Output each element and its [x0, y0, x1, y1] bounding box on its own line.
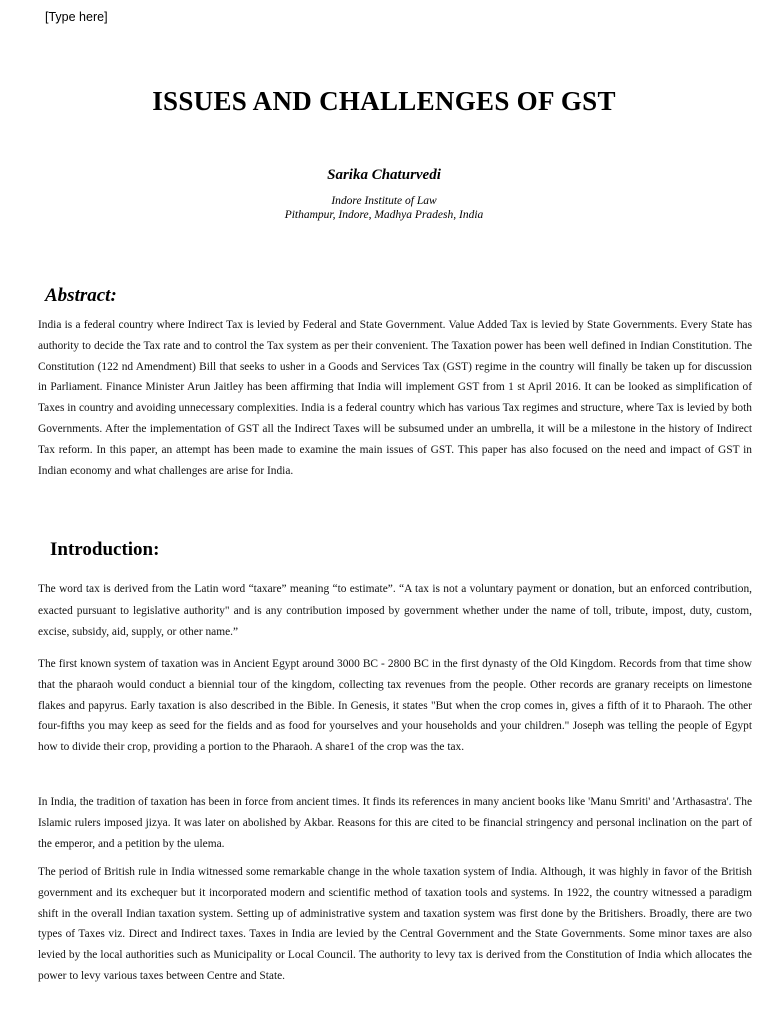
introduction-paragraph-1: The word tax is derived from the Latin word “taxare” meaning “to estimate”. “A tax is not a voluntary payment or donation, but an enforced contribution, exacted pursuant to legislative authority" and is any contribution imposed by government whether under the name of toll, tribute, impost, duty, custom, excise, subsidy, aid, supply, or other name.” [38, 583, 752, 638]
introduction-paragraph-4: The period of British rule in India witnessed some remarkable change in the whole taxation system of India. Although, it was highly in favor of the British government and its exchequer but it incorporated modern and scientific method of taxation tools and systems. In 1922, the country witnessed a paradigm shift in the overall Indian taxation system. Setting up of administrative system and taxation system was first done by the Britishers. Broadly, there are two types of Taxes viz. Direct and Indirect taxes. Taxes in India are levied by the Central Government and the State Governments. Some minor taxes are also levied by the local authorities such as Municipality or Local Council. The authority to levy tax is derived from the Constitution of India which allocates the power to levy various taxes between Centre and State. [38, 866, 752, 982]
header-placeholder: [Type here] [45, 10, 108, 24]
abstract-text: India is a federal country where Indirect Tax is levied by Federal and State Government. Value Added Tax is levied by State Governments. Every State has authority to decide the Tax rate and to control the Tax system as per their convenient. The Taxation power has been well defined in Indian Constitution. The Constitution (122 nd Amendment) Bill that seeks to usher in a Goods and Services Tax (GST) regime in the country will finally be taken up for discussion in Parliament. Finance Minister Arun Jaitley has been affirming that India will implement GST from 1 st April 2016. It can be looked as simplification of Taxes in country and avoiding unnecessary complexities. India is a federal country which has various Tax regimes and structure, where Tax is levied by both Governments. After the implementation of GST all the Indirect Taxes will be subsumed under an umbrella, it will be a milestone in the history of Indirect Tax reform. In this paper, an attempt has been made to examine the main issues of GST. This paper has also focused on the need and impact of GST in Indian economy and what challenges are arise for India. [38, 319, 752, 477]
affiliation-location: Pithampur, Indore, Madhya Pradesh, India [284, 209, 484, 221]
author-name: Sarika Chaturvedi [327, 167, 441, 183]
abstract-heading: Abstract: [45, 285, 117, 306]
introduction-paragraph-3: In India, the tradition of taxation has been in force from ancient times. It finds its references in many ancient books like 'Manu Smriti' and 'Arthasastra'. The Islamic rulers imposed jizya. It was later on abolished by Akbar. Reasons for this are cited to be financial stringency and personal inclination on the part of the emperor, and a petition by the ulema. [38, 796, 752, 850]
introduction-paragraph-2: The first known system of taxation was in Ancient Egypt around 3000 BC - 2800 BC in the first dynasty of the Old Kingdom. Records from that time show that the pharaoh would conduct a biennial tour of the kingdom, collecting tax revenues from the people. Other records are granary receipts on limestone flakes and papyrus. Early taxation is also described in the Bible. In Genesis, it states "But when the crop comes in, gives a fifth of it to Pharaoh. The other four-fifths you may keep as seed for the fields and as food for yourselves and your households and your children." Joseph was telling the people of Egypt how to divide their crop, providing a portion to the Pharaoh. A share1 of the crop was the tax. [38, 658, 752, 754]
paper-title: ISSUES AND CHALLENGES OF GST [152, 86, 616, 116]
affiliation-institute: Indore Institute of Law [331, 195, 437, 207]
introduction-heading: Introduction: [50, 539, 160, 560]
